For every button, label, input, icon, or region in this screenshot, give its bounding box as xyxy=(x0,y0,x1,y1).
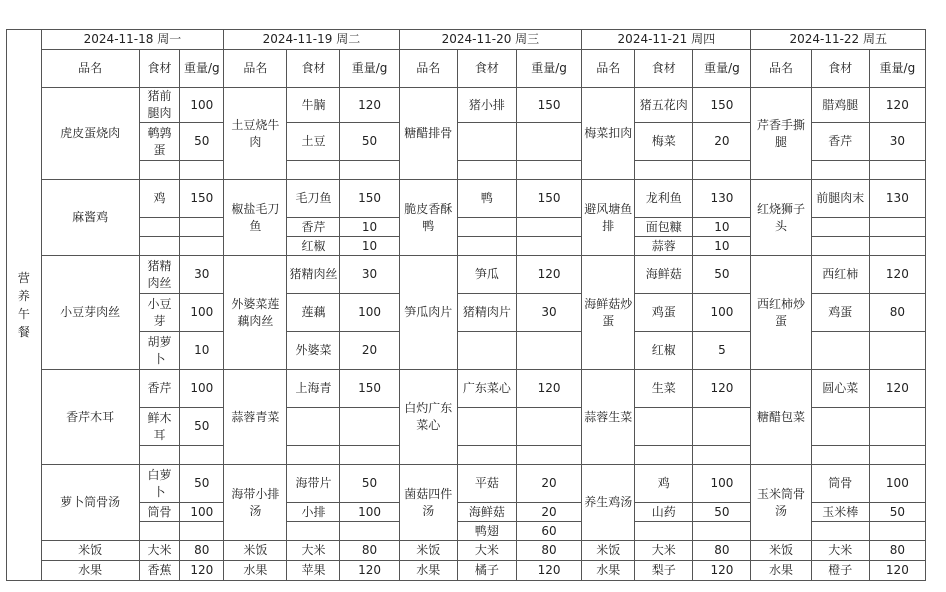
dish-name: 外婆菜莲藕肉丝 xyxy=(224,256,287,370)
ingredient-cell: 毛刀鱼 xyxy=(287,180,340,218)
weight-cell xyxy=(869,161,925,180)
ingredient-cell: 牛腩 xyxy=(287,88,340,123)
ingredient-cell xyxy=(139,161,180,180)
rice-name: 米饭 xyxy=(224,541,287,561)
rice-weight: 80 xyxy=(693,541,751,561)
rice-name: 米饭 xyxy=(399,541,457,561)
ingredient-cell xyxy=(635,408,693,446)
ingredient-cell xyxy=(457,123,516,161)
dish-name: 椒盐毛刀鱼 xyxy=(224,180,287,256)
ingredient-cell xyxy=(139,237,180,256)
weight-cell: 100 xyxy=(340,503,399,522)
weight-cell xyxy=(180,161,224,180)
weight-cell xyxy=(693,408,751,446)
dish-name: 脆皮香酥鸭 xyxy=(399,180,457,256)
weight-cell: 100 xyxy=(180,88,224,123)
ingredient-cell: 香芹 xyxy=(287,218,340,237)
ingredient-cell: 白萝卜 xyxy=(139,465,180,503)
weight-cell xyxy=(869,332,925,370)
weight-cell: 80 xyxy=(869,294,925,332)
ingredient-cell xyxy=(287,522,340,541)
weight-cell: 10 xyxy=(180,332,224,370)
weight-cell: 130 xyxy=(693,180,751,218)
dish-name: 糖醋包菜 xyxy=(751,370,811,465)
weight-cell: 100 xyxy=(693,465,751,503)
day-date-header: 2024-11-19 周二 xyxy=(224,30,399,50)
dish-name: 避风塘鱼排 xyxy=(582,180,635,256)
weight-cell: 30 xyxy=(516,294,581,332)
weight-cell xyxy=(869,446,925,465)
ingredient-cell: 笋瓜 xyxy=(457,256,516,294)
ingredient-cell: 小豆芽 xyxy=(139,294,180,332)
ingredient-cell: 猪精肉丝 xyxy=(139,256,180,294)
ingredient-cell: 香芹 xyxy=(811,123,869,161)
ingredient-cell: 面包糠 xyxy=(635,218,693,237)
dish-name: 蒜蓉生菜 xyxy=(582,370,635,465)
ingredient-cell: 鹌鹑蛋 xyxy=(139,123,180,161)
fruit-row xyxy=(7,561,926,581)
ingredient-cell: 莲藕 xyxy=(287,294,340,332)
dish-name: 海鲜菇炒蛋 xyxy=(582,256,635,370)
rice-ingredient: 大米 xyxy=(287,541,340,561)
weight-cell: 50 xyxy=(340,465,399,503)
dish-name: 糖醋排骨 xyxy=(399,88,457,180)
ingredient-column-header: 食材 xyxy=(139,50,180,88)
rice-ingredient: 大米 xyxy=(811,541,869,561)
ingredient-cell: 玉米棒 xyxy=(811,503,869,522)
ingredient-cell: 鸡蛋 xyxy=(811,294,869,332)
rice-weight: 80 xyxy=(340,541,399,561)
weight-cell xyxy=(516,218,581,237)
weight-cell: 30 xyxy=(869,123,925,161)
ingredient-cell: 广东菜心 xyxy=(457,370,516,408)
weight-cell: 10 xyxy=(340,218,399,237)
weight-column-header: 重量/g xyxy=(180,50,224,88)
ingredient-cell: 海带片 xyxy=(287,465,340,503)
weight-cell: 5 xyxy=(693,332,751,370)
weight-cell: 150 xyxy=(340,180,399,218)
weight-cell: 60 xyxy=(516,522,581,541)
weight-cell: 50 xyxy=(180,408,224,446)
weight-cell xyxy=(516,237,581,256)
dish-column-header: 品名 xyxy=(751,50,811,88)
weight-cell: 100 xyxy=(340,294,399,332)
rice-row xyxy=(7,541,926,561)
weight-cell xyxy=(516,161,581,180)
day-date-header: 2024-11-22 周五 xyxy=(751,30,926,50)
weight-cell xyxy=(869,218,925,237)
weight-cell xyxy=(516,123,581,161)
weight-cell: 10 xyxy=(340,237,399,256)
weight-cell xyxy=(340,446,399,465)
table-row xyxy=(7,370,926,408)
ingredient-cell: 梅菜 xyxy=(635,123,693,161)
ingredient-cell: 腊鸡腿 xyxy=(811,88,869,123)
weight-cell: 100 xyxy=(693,294,751,332)
dish-name: 蒜蓉青菜 xyxy=(224,370,287,465)
ingredient-cell xyxy=(287,446,340,465)
weight-cell: 150 xyxy=(693,88,751,123)
weight-cell xyxy=(516,332,581,370)
weight-cell: 100 xyxy=(180,503,224,522)
weight-cell: 10 xyxy=(693,237,751,256)
weight-cell: 20 xyxy=(340,332,399,370)
weight-cell: 120 xyxy=(340,88,399,123)
weight-cell: 50 xyxy=(693,256,751,294)
ingredient-cell xyxy=(811,522,869,541)
ingredient-cell: 生菜 xyxy=(635,370,693,408)
rice-name: 米饭 xyxy=(582,541,635,561)
rice-weight: 80 xyxy=(516,541,581,561)
dish-column-header: 品名 xyxy=(399,50,457,88)
ingredient-column-header: 食材 xyxy=(635,50,693,88)
ingredient-cell xyxy=(635,522,693,541)
dish-name: 菌菇四件汤 xyxy=(399,465,457,541)
weight-column-header: 重量/g xyxy=(516,50,581,88)
dish-name: 梅菜扣肉 xyxy=(582,88,635,180)
rice-ingredient: 大米 xyxy=(635,541,693,561)
weight-cell: 10 xyxy=(693,218,751,237)
day-date-header: 2024-11-21 周四 xyxy=(582,30,751,50)
ingredient-cell: 筒骨 xyxy=(139,503,180,522)
weight-cell: 130 xyxy=(869,180,925,218)
ingredient-cell xyxy=(457,408,516,446)
rice-ingredient: 大米 xyxy=(139,541,180,561)
day-date-header: 2024-11-18 周一 xyxy=(41,30,224,50)
ingredient-cell: 猪前腿肉 xyxy=(139,88,180,123)
weight-cell: 50 xyxy=(180,123,224,161)
ingredient-cell: 红椒 xyxy=(635,332,693,370)
fruit-weight: 120 xyxy=(869,561,925,581)
ingredient-cell xyxy=(811,161,869,180)
table-row xyxy=(7,88,926,123)
ingredient-cell: 猪五花肉 xyxy=(635,88,693,123)
ingredient-cell xyxy=(457,237,516,256)
ingredient-column-header: 食材 xyxy=(287,50,340,88)
ingredient-cell xyxy=(457,332,516,370)
section-label: 营养午餐 xyxy=(7,30,42,581)
lunch-menu-table xyxy=(6,29,926,581)
weight-cell xyxy=(180,522,224,541)
table-row xyxy=(7,465,926,503)
dish-column-header: 品名 xyxy=(582,50,635,88)
ingredient-cell: 猪小排 xyxy=(457,88,516,123)
dish-name: 笋瓜肉片 xyxy=(399,256,457,370)
fruit-name: 水果 xyxy=(582,561,635,581)
weight-cell xyxy=(869,237,925,256)
ingredient-cell: 海鲜菇 xyxy=(457,503,516,522)
day-date-header: 2024-11-20 周三 xyxy=(399,30,582,50)
table-row xyxy=(7,256,926,294)
weight-cell: 100 xyxy=(180,294,224,332)
dish-name: 芹香手撕腿 xyxy=(751,88,811,180)
dish-name: 白灼广东菜心 xyxy=(399,370,457,465)
weight-cell: 20 xyxy=(516,465,581,503)
ingredient-cell xyxy=(811,408,869,446)
ingredient-cell: 土豆 xyxy=(287,123,340,161)
weight-cell xyxy=(180,237,224,256)
weight-column-header: 重量/g xyxy=(693,50,751,88)
ingredient-cell xyxy=(287,161,340,180)
weight-cell: 120 xyxy=(869,370,925,408)
weight-cell: 150 xyxy=(516,88,581,123)
ingredient-cell xyxy=(635,446,693,465)
weight-cell xyxy=(516,408,581,446)
weight-cell: 20 xyxy=(516,503,581,522)
weight-cell: 150 xyxy=(180,180,224,218)
weight-cell xyxy=(340,161,399,180)
weight-cell: 100 xyxy=(180,370,224,408)
dish-name: 玉米筒骨汤 xyxy=(751,465,811,541)
dish-column-header: 品名 xyxy=(41,50,139,88)
weight-cell: 50 xyxy=(340,123,399,161)
ingredient-cell: 外婆菜 xyxy=(287,332,340,370)
fruit-weight: 120 xyxy=(693,561,751,581)
dish-name: 海带小排汤 xyxy=(224,465,287,541)
table-row xyxy=(7,180,926,218)
dish-column-header: 品名 xyxy=(224,50,287,88)
ingredient-cell: 红椒 xyxy=(287,237,340,256)
weight-cell xyxy=(693,446,751,465)
ingredient-cell xyxy=(139,446,180,465)
weight-cell xyxy=(693,522,751,541)
ingredient-cell xyxy=(811,446,869,465)
ingredient-cell: 上海青 xyxy=(287,370,340,408)
ingredient-cell xyxy=(457,218,516,237)
weight-cell: 50 xyxy=(869,503,925,522)
weight-column-header: 重量/g xyxy=(869,50,925,88)
weight-cell: 100 xyxy=(869,465,925,503)
ingredient-cell: 鸡蛋 xyxy=(635,294,693,332)
fruit-weight: 120 xyxy=(180,561,224,581)
ingredient-cell: 胡萝卜 xyxy=(139,332,180,370)
weight-cell xyxy=(180,446,224,465)
ingredient-cell xyxy=(811,237,869,256)
ingredient-cell: 猪精肉片 xyxy=(457,294,516,332)
fruit-name: 水果 xyxy=(751,561,811,581)
ingredient-cell: 龙利鱼 xyxy=(635,180,693,218)
fruit-ingredient: 梨子 xyxy=(635,561,693,581)
weight-cell: 50 xyxy=(180,465,224,503)
ingredient-cell xyxy=(811,218,869,237)
ingredient-cell xyxy=(457,161,516,180)
ingredient-cell: 鸡 xyxy=(139,180,180,218)
ingredient-cell: 圆心菜 xyxy=(811,370,869,408)
ingredient-cell: 西红柿 xyxy=(811,256,869,294)
weight-cell: 20 xyxy=(693,123,751,161)
ingredient-cell: 平菇 xyxy=(457,465,516,503)
dish-name: 香芹木耳 xyxy=(41,370,139,465)
ingredient-cell: 筒骨 xyxy=(811,465,869,503)
fruit-name: 水果 xyxy=(399,561,457,581)
fruit-ingredient: 橙子 xyxy=(811,561,869,581)
weight-cell: 120 xyxy=(516,256,581,294)
ingredient-cell xyxy=(635,161,693,180)
dish-name: 西红柿炒蛋 xyxy=(751,256,811,370)
ingredient-cell: 香芹 xyxy=(139,370,180,408)
fruit-ingredient: 香蕉 xyxy=(139,561,180,581)
weight-cell: 30 xyxy=(340,256,399,294)
dish-name: 萝卜筒骨汤 xyxy=(41,465,139,541)
fruit-ingredient: 橘子 xyxy=(457,561,516,581)
fruit-weight: 120 xyxy=(516,561,581,581)
ingredient-column-header: 食材 xyxy=(457,50,516,88)
ingredient-cell: 鸡 xyxy=(635,465,693,503)
ingredient-cell: 小排 xyxy=(287,503,340,522)
ingredient-column-header: 食材 xyxy=(811,50,869,88)
fruit-name: 水果 xyxy=(41,561,139,581)
ingredient-cell xyxy=(287,408,340,446)
column-header-row xyxy=(7,50,926,88)
weight-cell: 150 xyxy=(516,180,581,218)
dish-name: 土豆烧牛肉 xyxy=(224,88,287,180)
ingredient-cell: 蒜蓉 xyxy=(635,237,693,256)
fruit-name: 水果 xyxy=(224,561,287,581)
dish-name: 麻酱鸡 xyxy=(41,180,139,256)
weight-cell xyxy=(340,522,399,541)
ingredient-cell: 海鲜菇 xyxy=(635,256,693,294)
fruit-ingredient: 苹果 xyxy=(287,561,340,581)
ingredient-cell: 前腿肉末 xyxy=(811,180,869,218)
rice-name: 米饭 xyxy=(41,541,139,561)
ingredient-cell xyxy=(457,446,516,465)
weight-cell: 120 xyxy=(869,88,925,123)
rice-name: 米饭 xyxy=(751,541,811,561)
ingredient-cell: 鸭翅 xyxy=(457,522,516,541)
weight-cell xyxy=(180,218,224,237)
weight-cell: 120 xyxy=(869,256,925,294)
weight-column-header: 重量/g xyxy=(340,50,399,88)
rice-ingredient: 大米 xyxy=(457,541,516,561)
date-header-row xyxy=(7,30,926,50)
dish-name: 虎皮蛋烧肉 xyxy=(41,88,139,180)
weight-cell: 50 xyxy=(693,503,751,522)
ingredient-cell: 鲜木耳 xyxy=(139,408,180,446)
ingredient-cell: 鸭 xyxy=(457,180,516,218)
dish-name: 养生鸡汤 xyxy=(582,465,635,541)
ingredient-cell: 山药 xyxy=(635,503,693,522)
ingredient-cell xyxy=(139,218,180,237)
rice-weight: 80 xyxy=(869,541,925,561)
weight-cell xyxy=(869,408,925,446)
fruit-weight: 120 xyxy=(340,561,399,581)
dish-name: 小豆芽肉丝 xyxy=(41,256,139,370)
weight-cell: 30 xyxy=(180,256,224,294)
dish-name: 红烧狮子头 xyxy=(751,180,811,256)
ingredient-cell xyxy=(811,332,869,370)
weight-cell: 120 xyxy=(516,370,581,408)
ingredient-cell: 猪精肉丝 xyxy=(287,256,340,294)
rice-weight: 80 xyxy=(180,541,224,561)
weight-cell: 120 xyxy=(693,370,751,408)
ingredient-cell xyxy=(139,522,180,541)
weight-cell xyxy=(516,446,581,465)
weight-cell: 150 xyxy=(340,370,399,408)
weight-cell xyxy=(340,408,399,446)
weight-cell xyxy=(869,522,925,541)
weight-cell xyxy=(693,161,751,180)
